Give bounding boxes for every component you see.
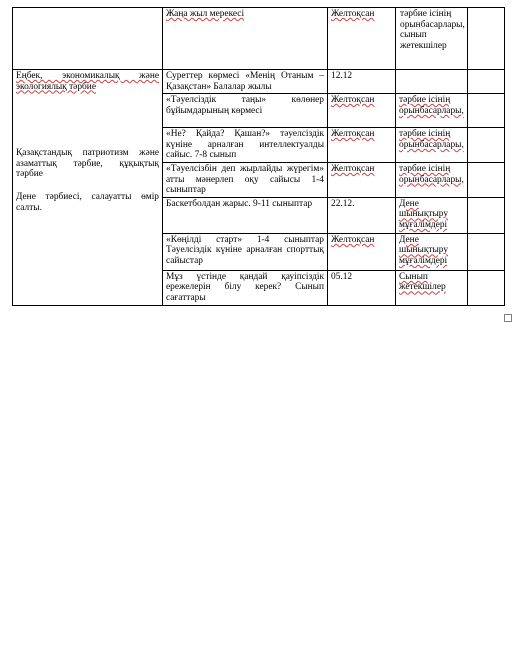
date-cell: 12.12 (328, 70, 396, 94)
table-row (13, 70, 505, 94)
direction-health: Дене тәрбиесі, салауатты өмір салты. (16, 191, 159, 213)
date-cell: Желтоқсан (328, 233, 396, 270)
responsible-cell: Сынып жетекшілер (396, 270, 468, 305)
responsible-cell: тәрбие ісінің орынбасарлары, (396, 128, 468, 163)
event-cell: Жаңа жыл мерекесі (163, 8, 328, 70)
table-cell (468, 128, 505, 163)
direction-labor: Еңбек, экономикалық және экологиялық тәрбие (16, 71, 159, 92)
event-cell: Баскетболдан жарыс. 9-11 сыныптар (163, 197, 328, 233)
table-cell (468, 8, 505, 70)
table-cell (468, 162, 505, 197)
date-cell: Желтоқсан (328, 162, 396, 197)
direction-cell (13, 70, 163, 306)
plan-table (12, 7, 505, 306)
date-cell: Желтоқсан (328, 128, 396, 163)
responsible-cell: тәрбие ісінің орынбасарлары, (396, 162, 468, 197)
event-cell: «Тәуелсіздік таңы» көлөнер бұйымдарының көрмесі (163, 94, 328, 128)
table-cell (468, 233, 505, 270)
event-cell: «Не? Қайда? Қашан?» тәуелсіздік күніне арналған интеллектуалды сайыс. 7-8 сынып (163, 128, 328, 163)
date-cell: Желтоқсан (328, 94, 396, 128)
table-cell (468, 197, 505, 233)
responsible-cell: Дене шынықтыру мұғалімдері (396, 233, 468, 270)
table-cell (468, 270, 505, 305)
date-cell: 22.12. (328, 197, 396, 233)
responsible-cell (396, 70, 468, 94)
table-resize-handle[interactable] (504, 314, 512, 322)
table-cell (468, 70, 505, 94)
event-cell: Мұз үстінде қандай қауіпсіздік ережелерін білу керек? Сынып сағаттары (163, 270, 328, 305)
table-row (13, 8, 505, 70)
date-cell: 05.12 (328, 270, 396, 305)
event-cell: «Көңілді старт» 1-4 сыныптар Тәуелсіздік күніне арналған спорттық сайыстар (163, 233, 328, 270)
table-cell (468, 94, 505, 128)
event-cell: Суреттер көрмесі «Менің Отаным – Қазақстан» Балалар жылы (163, 70, 328, 94)
responsible-cell: тәрбие ісінің орынбасарлары, сынып жетекшілер (396, 8, 468, 70)
responsible-cell: тәрбие ісінің орынбасарлары, (396, 94, 468, 128)
event-cell: «Тәуелсізбін деп жырлайды жүрегім» атты мәнерлеп оқу сайысы 1-4 сыныптар (163, 162, 328, 197)
direction-patriotic: Қазақстандық патриотизм және азаматтық тәрбие, құқықтық тәрбие (16, 148, 159, 180)
table-cell (13, 8, 163, 70)
responsible-cell: Дене шынықтыру мұғалімдері (396, 197, 468, 233)
date-cell: Желтоқсан (328, 8, 396, 70)
